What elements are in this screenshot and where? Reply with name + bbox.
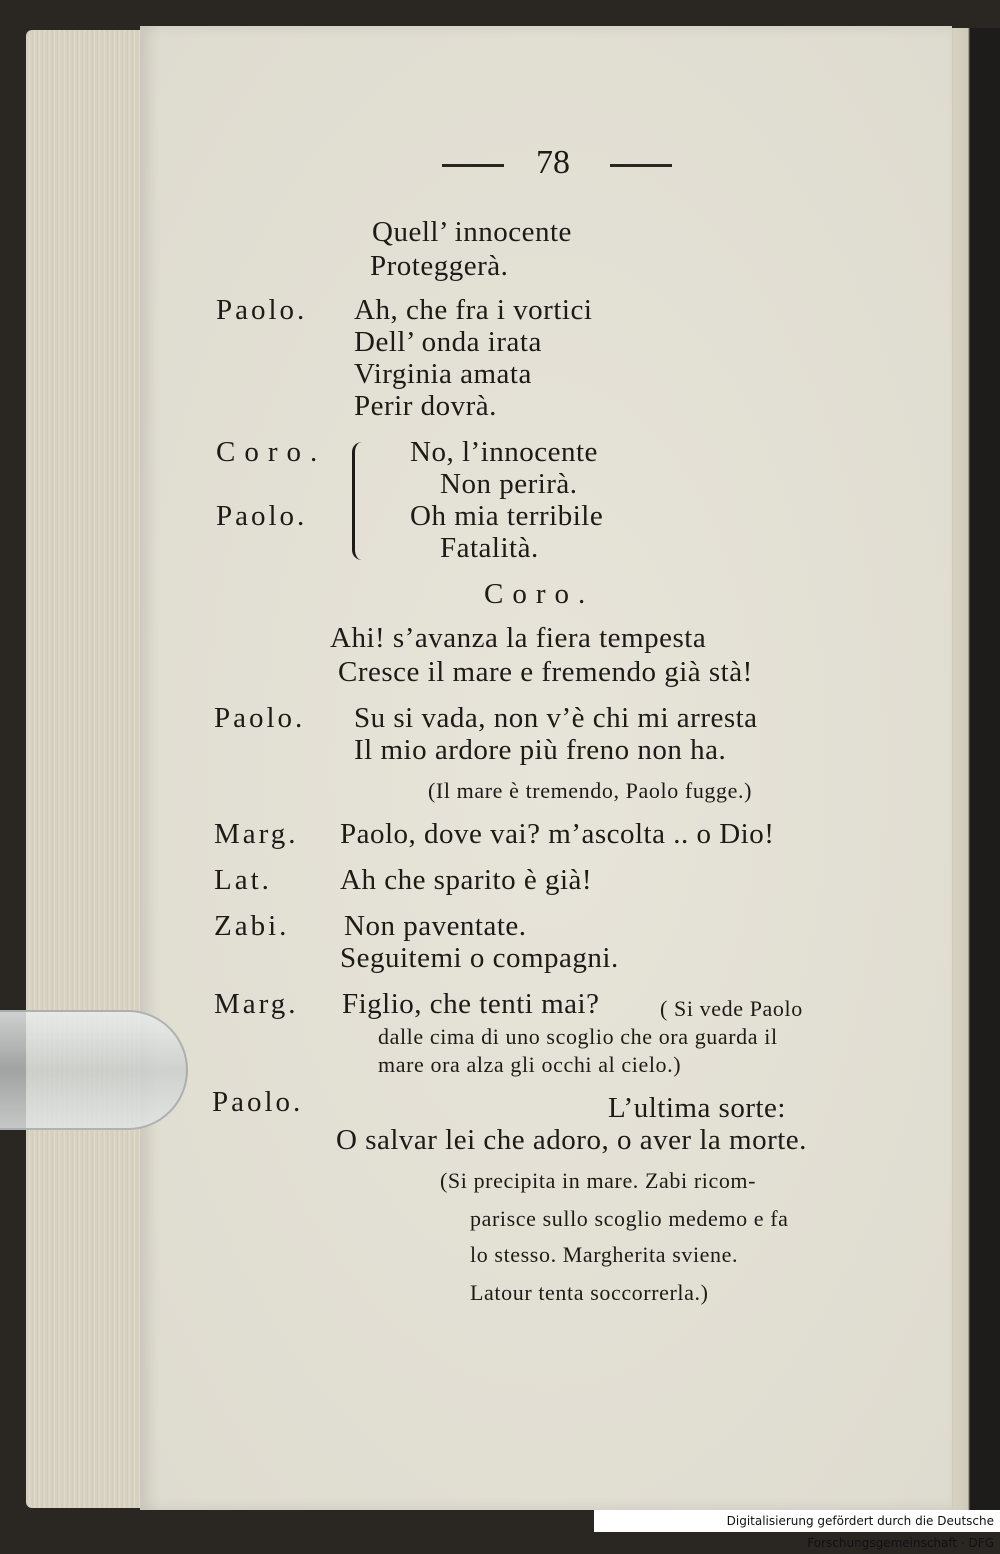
- verse-line: No, l’innocente: [410, 436, 598, 468]
- speaker-label: Marg.: [214, 818, 299, 850]
- book-edge-left: [26, 30, 146, 1508]
- verse-line: Seguitemi o compagni.: [340, 942, 619, 974]
- stage-direction: dalle cima di uno scoglio che ora guarda il: [378, 1024, 778, 1049]
- footer-credit: Digitalisierung gefördert durch die Deutsche Forschungsgemeinschaft · DFG: [594, 1510, 1000, 1532]
- stage-direction: lo stesso. Margherita sviene.: [470, 1242, 739, 1267]
- verse-line: Non paventate.: [344, 910, 527, 942]
- chorus-heading: Coro.: [484, 578, 595, 610]
- page-clip: [0, 1010, 188, 1130]
- verse-line: Oh mia terribile: [410, 500, 604, 532]
- stage-direction: parisce sullo scoglio medemo e fa: [470, 1206, 789, 1231]
- verse-line: Dell’ onda irata: [354, 326, 542, 358]
- verse-line: Ah che sparito è già!: [340, 864, 593, 896]
- stage-direction: Latour tenta soccorrerla.): [470, 1280, 709, 1305]
- stage-direction: ( Si vede Paolo: [660, 996, 803, 1021]
- verse-line: Non perirà.: [440, 468, 578, 500]
- speaker-label: Lat.: [214, 864, 272, 896]
- verse-line: L’ultima sorte:: [608, 1092, 786, 1124]
- stage-direction: (Si precipita in mare. Zabi ricom-: [440, 1168, 757, 1193]
- speaker-label: Paolo.: [216, 500, 308, 532]
- header-dash-right: [610, 164, 672, 167]
- speaker-label: Paolo.: [214, 702, 306, 734]
- header-dash-left: [442, 164, 504, 167]
- verse-line: Quell’ innocente: [372, 216, 572, 248]
- verse-line: Virginia amata: [354, 358, 532, 390]
- verse-line: O salvar lei che adoro, o aver la morte.: [336, 1124, 807, 1156]
- verse-line: Ahi! s’avanza la fiera tempesta: [330, 622, 707, 654]
- book-edge-right: [948, 28, 1000, 1510]
- verse-line: Figlio, che tenti mai?: [342, 988, 600, 1020]
- speaker-label: Paolo.: [216, 294, 308, 326]
- stage-direction: (Il mare è tremendo, Paolo fugge.): [428, 778, 753, 803]
- verse-line: Perir dovrà.: [354, 390, 497, 422]
- speaker-label: Paolo.: [212, 1086, 304, 1118]
- brace: [352, 442, 369, 560]
- verse-line: Su si vada, non v’è chi mi arresta: [354, 702, 758, 734]
- verse-line: Paolo, dove vai? m’ascolta .. o Dio!: [340, 818, 775, 850]
- page-number: 78: [536, 144, 570, 181]
- verse-line: Ah, che fra i vortici: [354, 294, 593, 326]
- speaker-label: Coro.: [216, 436, 327, 468]
- speaker-label: Zabi.: [214, 910, 290, 942]
- verse-line: Proteggerà.: [370, 250, 509, 282]
- verse-line: Fatalità.: [440, 532, 539, 564]
- verse-line: Cresce il mare e fremendo già stà!: [338, 656, 753, 688]
- speaker-label: Marg.: [214, 988, 299, 1020]
- verse-line: Il mio ardore più freno non ha.: [354, 734, 727, 766]
- stage-direction: mare ora alza gli occhi al cielo.): [378, 1052, 682, 1077]
